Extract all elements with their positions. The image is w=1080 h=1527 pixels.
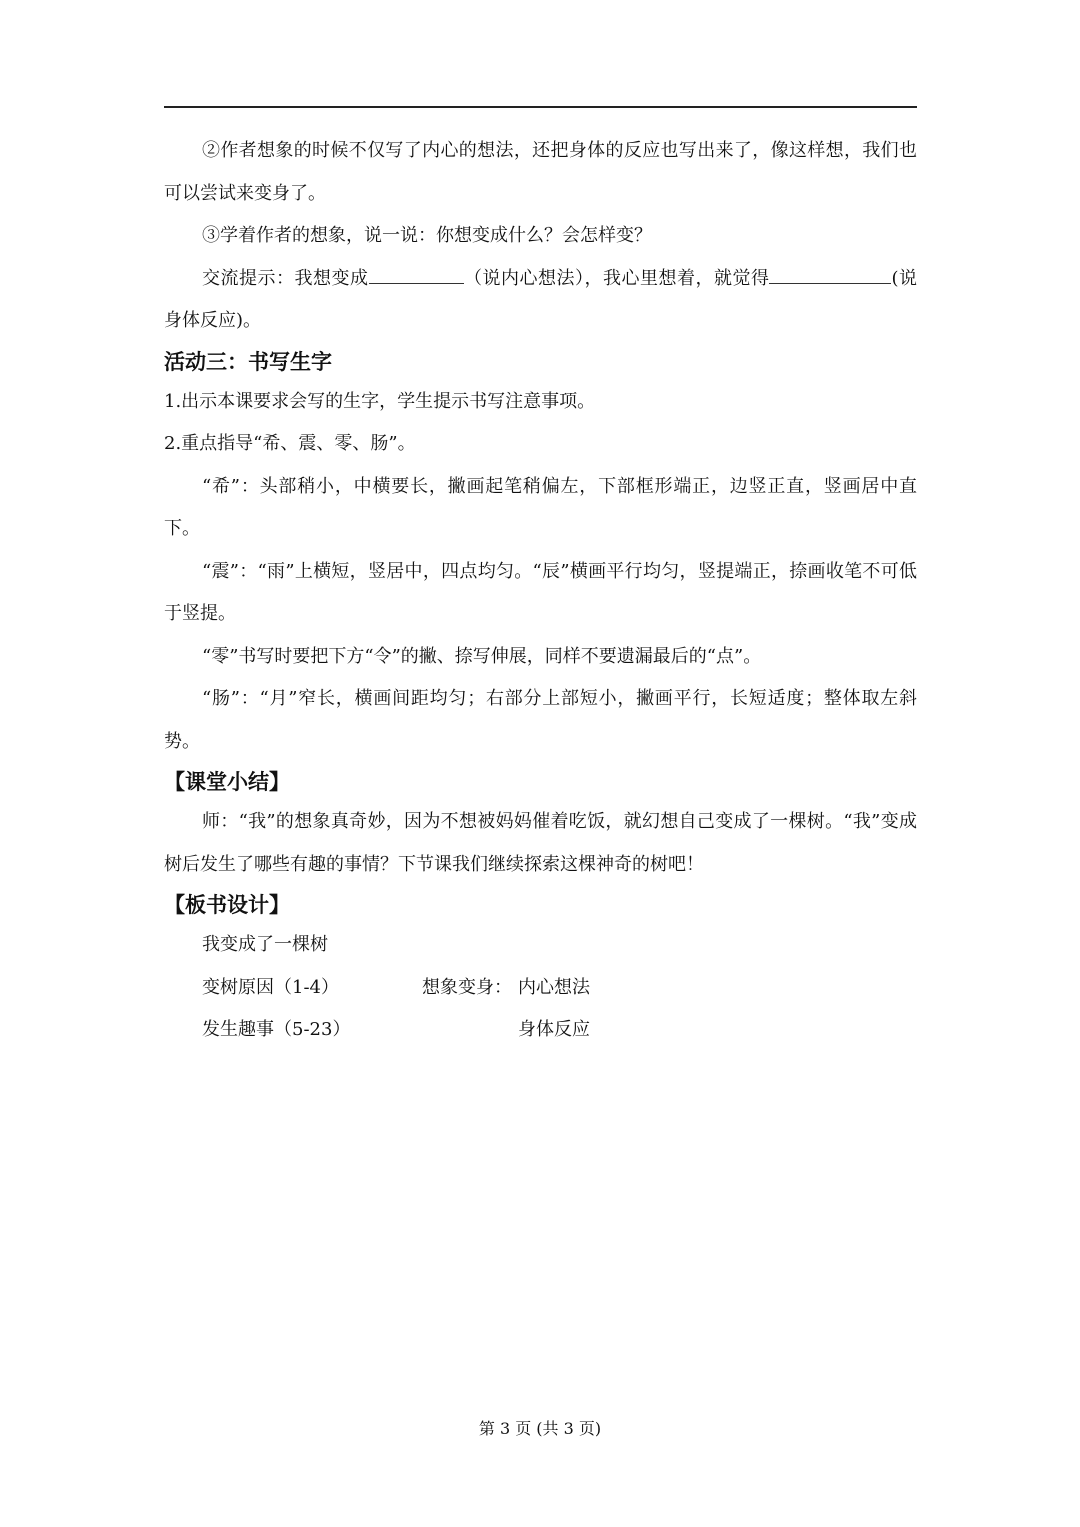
paragraph-exchange-tip [164, 258, 917, 343]
header-rule [164, 106, 917, 108]
board-row1-left: 变树原因（1-4） [202, 976, 339, 998]
board-row-2 [202, 1009, 917, 1052]
exchange-tip-part-1: 交流提示：我想变成 [202, 267, 369, 289]
char-guide-chang: “肠”：“月”窄长，横画间距均匀；右部分上部短小，撇画平行，长短适度；整体取左斜势。 [164, 688, 917, 752]
fill-blank-2 [769, 261, 891, 284]
exchange-tip-part-3: (说身体反应)。 [164, 267, 918, 331]
summary-heading: 【课堂小结】 [164, 770, 290, 794]
board-title: 我变成了一棵树 [202, 934, 328, 955]
char-guide-zhen: “震”：“雨”上横短，竖居中，四点均匀。“辰”横画平行均匀，竖提端正，捺画收笔不可低于竖提。 [164, 560, 917, 624]
fill-blank-1 [369, 261, 464, 284]
board-row2-left: 发生趣事（5-23） [202, 1019, 351, 1040]
board-title-row [202, 924, 917, 967]
board-row1-right: 内心想法 [518, 976, 590, 998]
page-number-footer: 第 3 页 (共 3 页) [478, 1419, 602, 1438]
board-row1-mid: 想象变身： [422, 976, 512, 998]
paragraph-learn-imagination: ③学着作者的想象，说一说：你想变成什么？会怎样变？ [202, 225, 652, 246]
exchange-tip-part-2: （说内心想法），我心里想着，就觉得 [463, 267, 770, 289]
board-row-1 [202, 967, 917, 1010]
paragraph-author-imagination: ②作者想象的时候不仅写了内心的想法，还把身体的反应也写出来了，像这样想，我们也可以尝试来变身了。 [164, 140, 917, 204]
activity3-item-2: 2.重点指导“希、震、零、肠”。 [164, 433, 416, 454]
char-guide-xi: “希”：头部稍小，中横要长，撇画起笔稍偏左，下部框形端正，边竖正直，竖画居中直下。 [164, 475, 917, 539]
board-design [164, 924, 917, 1052]
board-design-heading: 【板书设计】 [164, 893, 290, 917]
char-guide-ling: “零”书写时要把下方“令”的撇、捺写伸展，同样不要遗漏最后的“点”。 [202, 645, 762, 667]
board-row2-right: 身体反应 [518, 1019, 590, 1040]
summary-text: 师：“我”的想象真奇妙，因为不想被妈妈催着吃饭，就幻想自己变成了一棵树。“我”变成树后发生了哪些有趣的事情？下节课我们继续探索这棵神奇的树吧！ [164, 811, 917, 875]
activity3-heading: 活动三：书写生字 [164, 349, 332, 374]
document-body [164, 130, 917, 1052]
activity3-item-1: 1.出示本课要求会写的生字，学生提示书写注意事项。 [164, 390, 596, 412]
